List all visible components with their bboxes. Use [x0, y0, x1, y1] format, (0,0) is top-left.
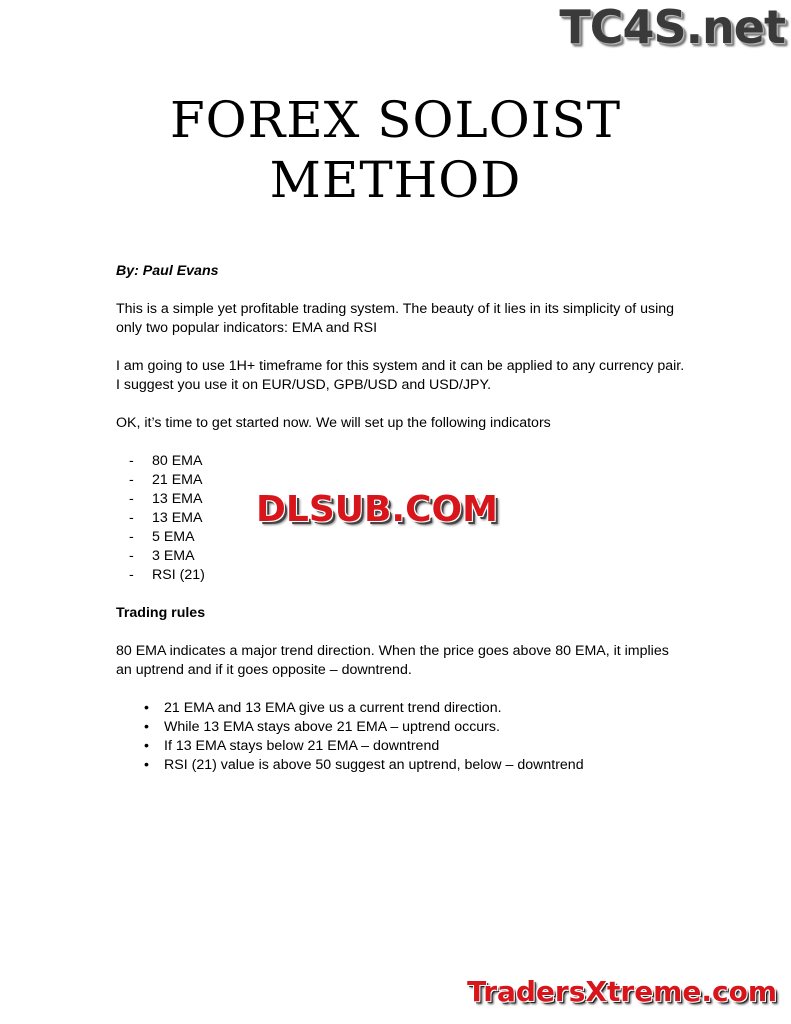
- bullet-marker: •: [144, 757, 149, 773]
- list-item: [144, 718, 686, 737]
- dash-marker: -: [129, 529, 134, 545]
- list-item: [129, 528, 686, 547]
- list-item-text: If 13 EMA stays below 21 EMA – downtrend: [164, 738, 440, 754]
- list-item-text: RSI (21) value is above 50 suggest an uptrend, below – downtrend: [164, 757, 584, 773]
- dash-marker: -: [129, 491, 134, 507]
- dlsub-watermark: DLSUB.COM: [256, 489, 498, 530]
- list-item: [144, 699, 686, 718]
- intro-paragraph: This is a simple yet profitable trading system. The beauty of it lies in its simplicity of using only two popular indicators: EMA and RSI: [116, 301, 675, 336]
- tc4s-watermark: TC4S.net: [559, 0, 785, 54]
- list-item: [129, 452, 686, 471]
- list-item-text: 5 EMA: [152, 529, 195, 545]
- dash-marker: -: [129, 548, 134, 564]
- bullet-marker: •: [144, 738, 149, 754]
- dash-marker: -: [129, 472, 134, 488]
- document-title: [0, 90, 791, 210]
- title-line-2: METHOD: [269, 151, 522, 209]
- setup-paragraph: OK, it’s time to get started now. We will set up the following indicators: [116, 415, 551, 431]
- list-item-text: RSI (21): [152, 567, 205, 583]
- list-item-text: 13 EMA: [152, 510, 203, 526]
- rules-list: [116, 699, 686, 775]
- bullet-marker: •: [144, 719, 149, 735]
- list-item: [144, 737, 686, 756]
- list-item: [129, 547, 686, 566]
- trend-paragraph: 80 EMA indicates a major trend direction. When the price goes above 80 EMA, it implies an uptrend and if it goes opposite – downtrend.: [116, 643, 669, 678]
- dash-marker: -: [129, 453, 134, 469]
- list-item-text: While 13 EMA stays above 21 EMA – uptrend occurs.: [164, 719, 500, 735]
- list-item-text: 13 EMA: [152, 491, 203, 507]
- author-line: By: Paul Evans: [116, 263, 219, 279]
- list-item-text: 80 EMA: [152, 453, 203, 469]
- list-item: [129, 471, 686, 490]
- dash-marker: -: [129, 567, 134, 583]
- title-line-1: FOREX SOLOIST: [169, 91, 622, 149]
- dash-marker: -: [129, 510, 134, 526]
- list-item: [129, 566, 686, 585]
- list-item: [144, 756, 686, 775]
- tradersxtreme-watermark: TradersXtreme.com: [467, 975, 777, 1008]
- list-item-text: 3 EMA: [152, 548, 195, 564]
- list-item-text: 21 EMA and 13 EMA give us a current trend direction.: [164, 700, 502, 716]
- timeframe-paragraph: I am going to use 1H+ timeframe for this system and it can be applied to any currency pair. I suggest you use it on EUR/USD, GPB/USD and USD/JPY.: [116, 358, 685, 393]
- trading-rules-heading: Trading rules: [116, 605, 206, 621]
- list-item-text: 21 EMA: [152, 472, 203, 488]
- bullet-marker: •: [144, 700, 149, 716]
